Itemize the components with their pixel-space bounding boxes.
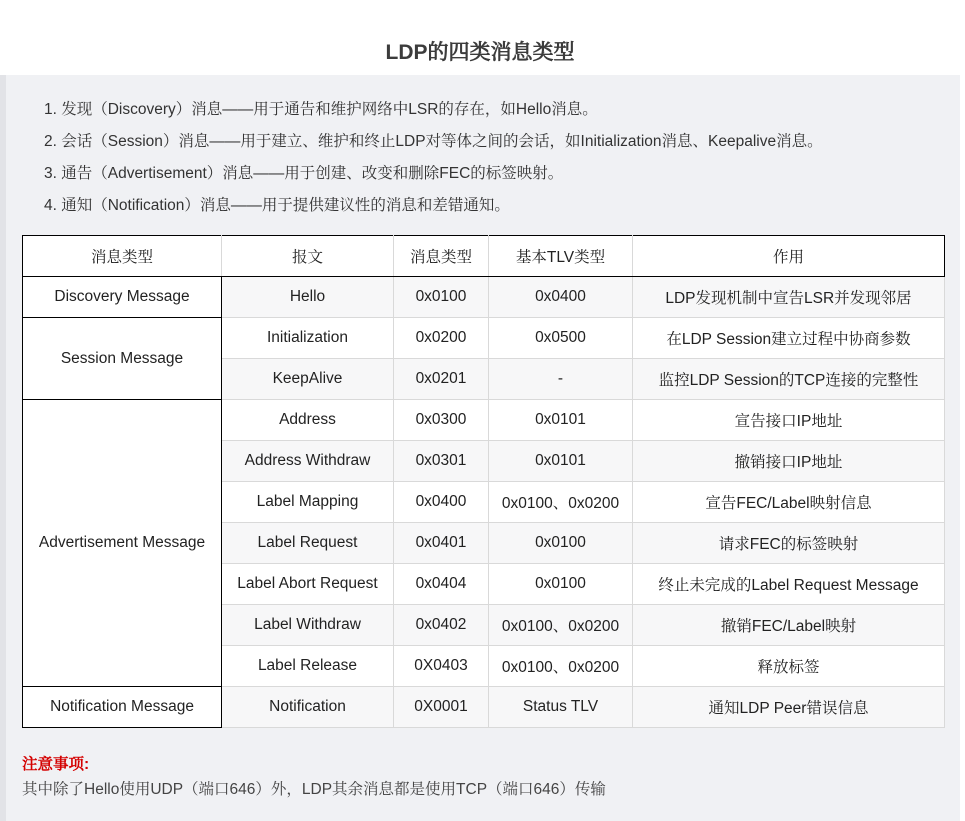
cell-purpose: 撤销FEC/Label映射 (633, 605, 945, 646)
cell-code: 0x0404 (394, 564, 489, 605)
cell-tlv: 0x0100 (489, 564, 633, 605)
cell-code: 0x0301 (394, 441, 489, 482)
group-cell-advertisement: Advertisement Message (23, 400, 222, 687)
cell-code: 0x0200 (394, 318, 489, 359)
cell-code: 0x0201 (394, 359, 489, 400)
header-message-code: 消息类型 (394, 236, 489, 277)
cell-packet: KeepAlive (222, 359, 394, 400)
intro-item-discovery: 1. 发现（Discovery）消息——用于通告和维护网络中LSR的存在，如Hello消息。 (44, 101, 598, 118)
cell-tlv: Status TLV (489, 687, 633, 728)
table-header-row (23, 236, 945, 277)
cell-purpose: 在LDP Session建立过程中协商参数 (633, 318, 945, 359)
message-type-table (22, 235, 945, 728)
cell-tlv: - (489, 359, 633, 400)
cell-code: 0X0403 (394, 646, 489, 687)
cell-packet: Label Request (222, 523, 394, 564)
title-bar (0, 0, 965, 75)
cell-code: 0x0402 (394, 605, 489, 646)
cell-tlv: 0x0500 (489, 318, 633, 359)
intro-list (44, 98, 823, 226)
cell-purpose: LDP发现机制中宣告LSR并发现邻居 (633, 277, 945, 318)
cell-purpose: 监控LDP Session的TCP连接的完整性 (633, 359, 945, 400)
cell-tlv: 0x0101 (489, 441, 633, 482)
group-cell-session: Session Message (23, 318, 222, 400)
cell-tlv: 0x0100 (489, 523, 633, 564)
cell-packet: Label Abort Request (222, 564, 394, 605)
cell-tlv: 0x0100、0x0200 (489, 646, 633, 687)
cell-code: 0x0300 (394, 400, 489, 441)
cell-packet: Label Release (222, 646, 394, 687)
cell-purpose: 通知LDP Peer错误信息 (633, 687, 945, 728)
cell-purpose: 请求FEC的标签映射 (633, 523, 945, 564)
note-text: 其中除了Hello使用UDP（端口646）外，LDP其余消息都是使用TCP（端口646）传输 (22, 781, 606, 798)
cell-packet: Label Mapping (222, 482, 394, 523)
cell-purpose: 终止未完成的Label Request Message (633, 564, 945, 605)
intro-item-session: 2. 会话（Session）消息——用于建立、维护和终止LDP对等体之间的会话，如Initialization消息、Keepalive消息。 (44, 133, 823, 150)
table-row (23, 687, 945, 728)
group-cell-discovery: Discovery Message (23, 277, 222, 318)
cell-packet: Notification (222, 687, 394, 728)
table-row (23, 318, 945, 359)
header-message-type: 消息类型 (23, 236, 222, 277)
cell-code: 0x0400 (394, 482, 489, 523)
table-row (23, 400, 945, 441)
header-basic-tlv: 基本TLV类型 (489, 236, 633, 277)
cell-tlv: 0x0100、0x0200 (489, 605, 633, 646)
cell-packet: Address Withdraw (222, 441, 394, 482)
header-purpose: 作用 (633, 236, 945, 277)
cell-code: 0X0001 (394, 687, 489, 728)
cell-code: 0x0100 (394, 277, 489, 318)
cell-tlv: 0x0100、0x0200 (489, 482, 633, 523)
cell-packet: Initialization (222, 318, 394, 359)
header-packet: 报文 (222, 236, 394, 277)
left-edge-bar (0, 75, 6, 821)
cell-packet: Address (222, 400, 394, 441)
cell-packet: Hello (222, 277, 394, 318)
page-title: LDP的四类消息类型 (385, 41, 575, 64)
cell-packet: Label Withdraw (222, 605, 394, 646)
intro-item-notification: 4. 通知（Notification）消息——用于提供建议性的消息和差错通知。 (44, 197, 510, 214)
cell-code: 0x0401 (394, 523, 489, 564)
cell-purpose: 撤销接口IP地址 (633, 441, 945, 482)
cell-tlv: 0x0400 (489, 277, 633, 318)
cell-purpose: 宣告FEC/Label映射信息 (633, 482, 945, 523)
note-title: 注意事项: (22, 756, 90, 773)
cell-tlv: 0x0101 (489, 400, 633, 441)
cell-purpose: 释放标签 (633, 646, 945, 687)
group-cell-notification: Notification Message (23, 687, 222, 728)
table-row (23, 277, 945, 318)
cell-purpose: 宣告接口IP地址 (633, 400, 945, 441)
intro-item-advertisement: 3. 通告（Advertisement）消息——用于创建、改变和删除FEC的标签映射。 (44, 165, 564, 182)
